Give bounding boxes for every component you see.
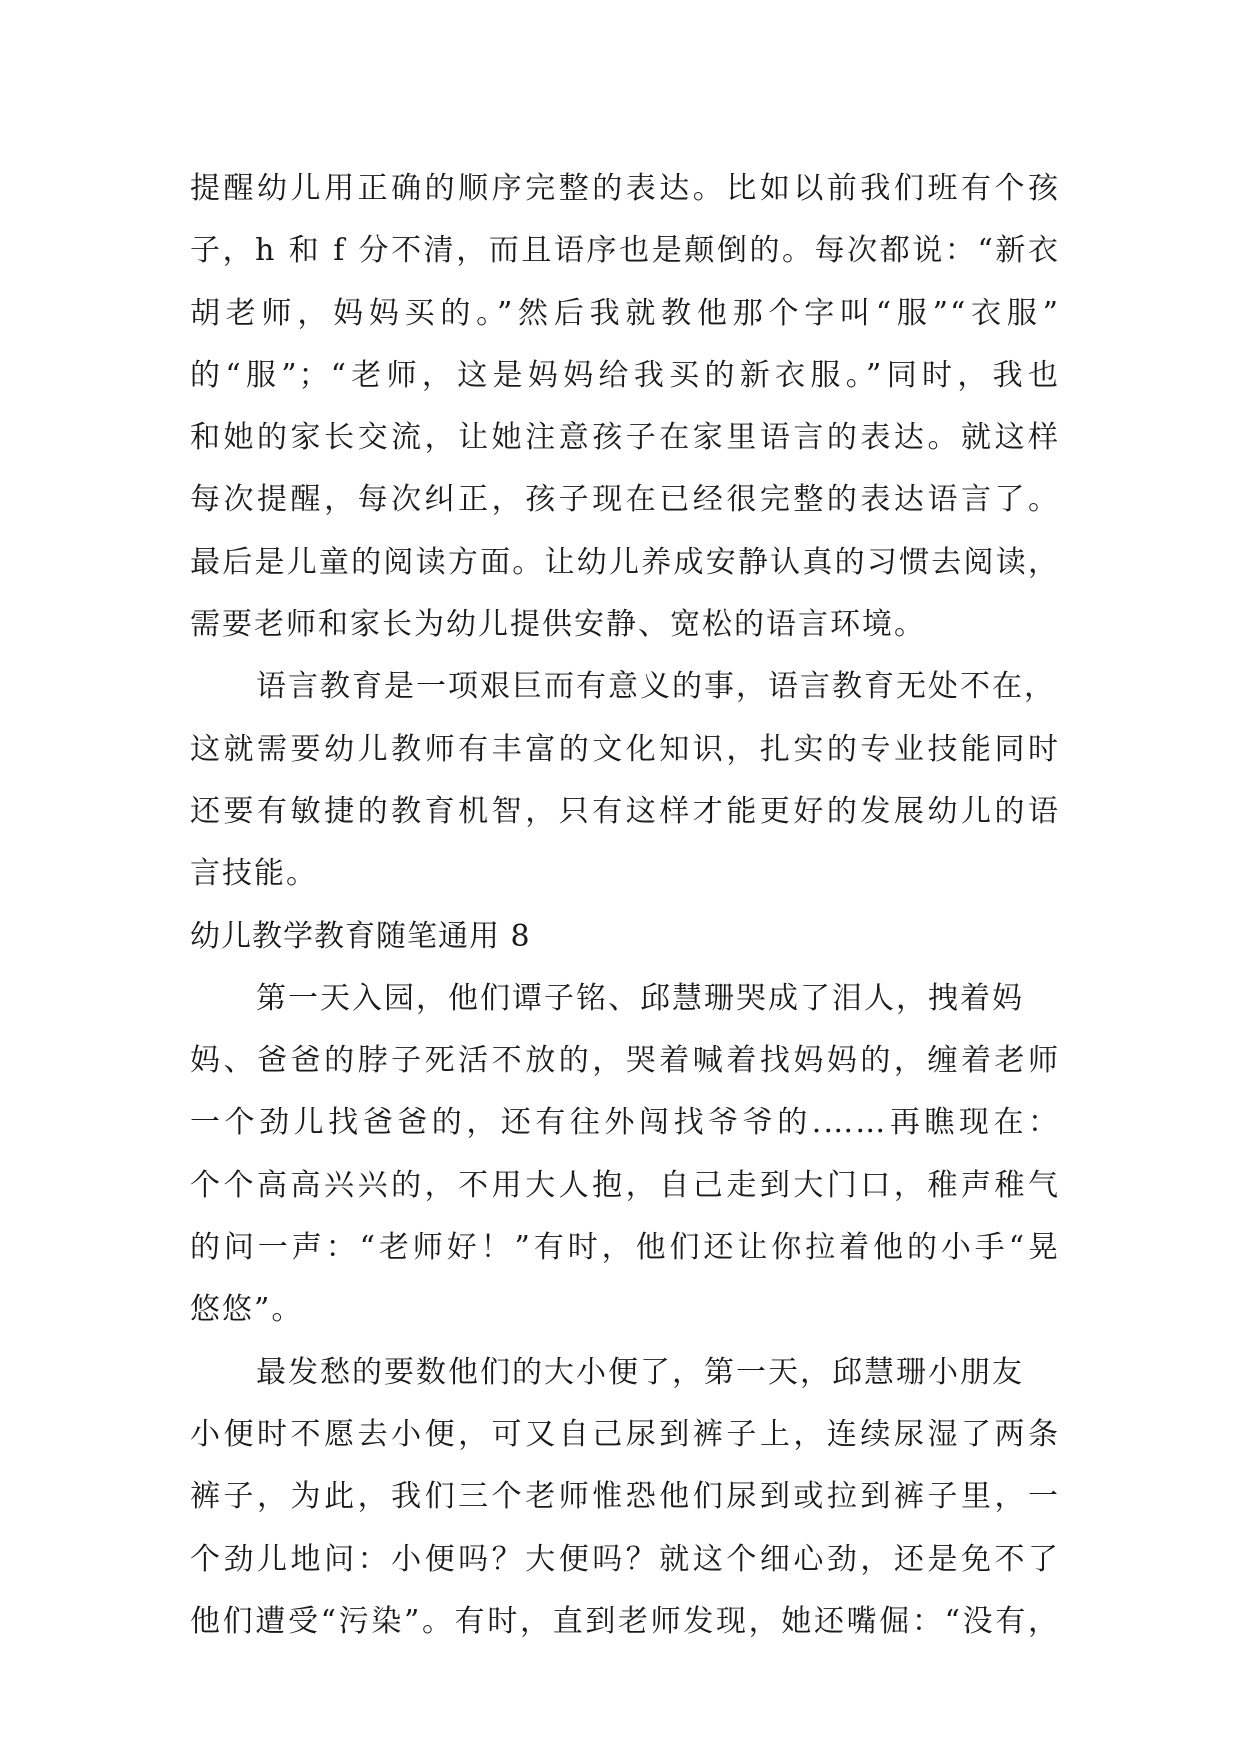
body-text bbox=[190, 158, 1060, 1653]
text-line: 他们遭受“污染”。有时，直到老师发现，她还嘴倔：“没有， bbox=[190, 1603, 1060, 1639]
text-line: 悠悠”。 bbox=[190, 1292, 304, 1328]
text-line: 裤子，为此，我们三个老师惟恐他们尿到或拉到裤子里，一 bbox=[190, 1479, 1060, 1515]
text-line: 妈、爸爸的脖子死活不放的，哭着喊着找妈妈的，缠着老师 bbox=[190, 1043, 1060, 1079]
text-line: 一个劲儿找爸爸的，还有往外闯找爷爷的.……再瞧现在： bbox=[190, 1105, 1060, 1141]
text-line: 需要老师和家长为幼儿提供安静、宽松的语言环境。 bbox=[190, 607, 926, 643]
text-line: 小便时不愿去小便，可又自己尿到裤子上，连续尿湿了两条 bbox=[190, 1416, 1060, 1452]
text-line: 这就需要幼儿教师有丰富的文化知识，扎实的专业技能同时 bbox=[190, 731, 1060, 767]
text-line: 每次提醒，每次纠正，孩子现在已经很完整的表达语言了。 bbox=[190, 482, 1060, 518]
text-line: 的“服”；“老师，这是妈妈给我买的新衣服。”同时，我也 bbox=[190, 357, 1060, 393]
text-line: 个个高高兴兴的，不用大人抱，自己走到大门口，稚声稚气 bbox=[190, 1167, 1060, 1203]
text-line: 个劲儿地问：小便吗？大便吗？就这个细心劲，还是免不了 bbox=[190, 1541, 1060, 1577]
text-line: 子，h 和 f 分不清，而且语序也是颠倒的。每次都说：“新衣 bbox=[190, 233, 1060, 269]
text-line: 和她的家长交流，让她注意孩子在家里语言的表达。就这样 bbox=[190, 420, 1060, 456]
text-line: 最发愁的要数他们的大小便了，第一天，邱慧珊小朋友 bbox=[256, 1354, 1024, 1390]
text-line: 第一天入园，他们谭子铭、邱慧珊哭成了泪人，拽着妈 bbox=[256, 980, 1024, 1016]
text-line: 的问一声：“老师好！”有时，他们还让你拉着他的小手“晃 bbox=[190, 1230, 1060, 1266]
text-line: 言技能。 bbox=[190, 856, 318, 892]
text-line: 语言教育是一项艰巨而有意义的事，语言教育无处不在， bbox=[256, 669, 1056, 705]
text-line: 最后是儿童的阅读方面。让幼儿养成安静认真的习惯去阅读， bbox=[190, 544, 1060, 580]
text-line: 还要有敏捷的教育机智，只有这样才能更好的发展幼儿的语 bbox=[190, 793, 1060, 829]
section-heading: 幼儿教学教育随笔通用 8 bbox=[190, 918, 531, 954]
text-line: 提醒幼儿用正确的顺序完整的表达。比如以前我们班有个孩 bbox=[190, 171, 1060, 206]
text-line: 胡老师，妈妈买的。”然后我就教他那个字叫“服”“衣服” bbox=[190, 295, 1060, 331]
